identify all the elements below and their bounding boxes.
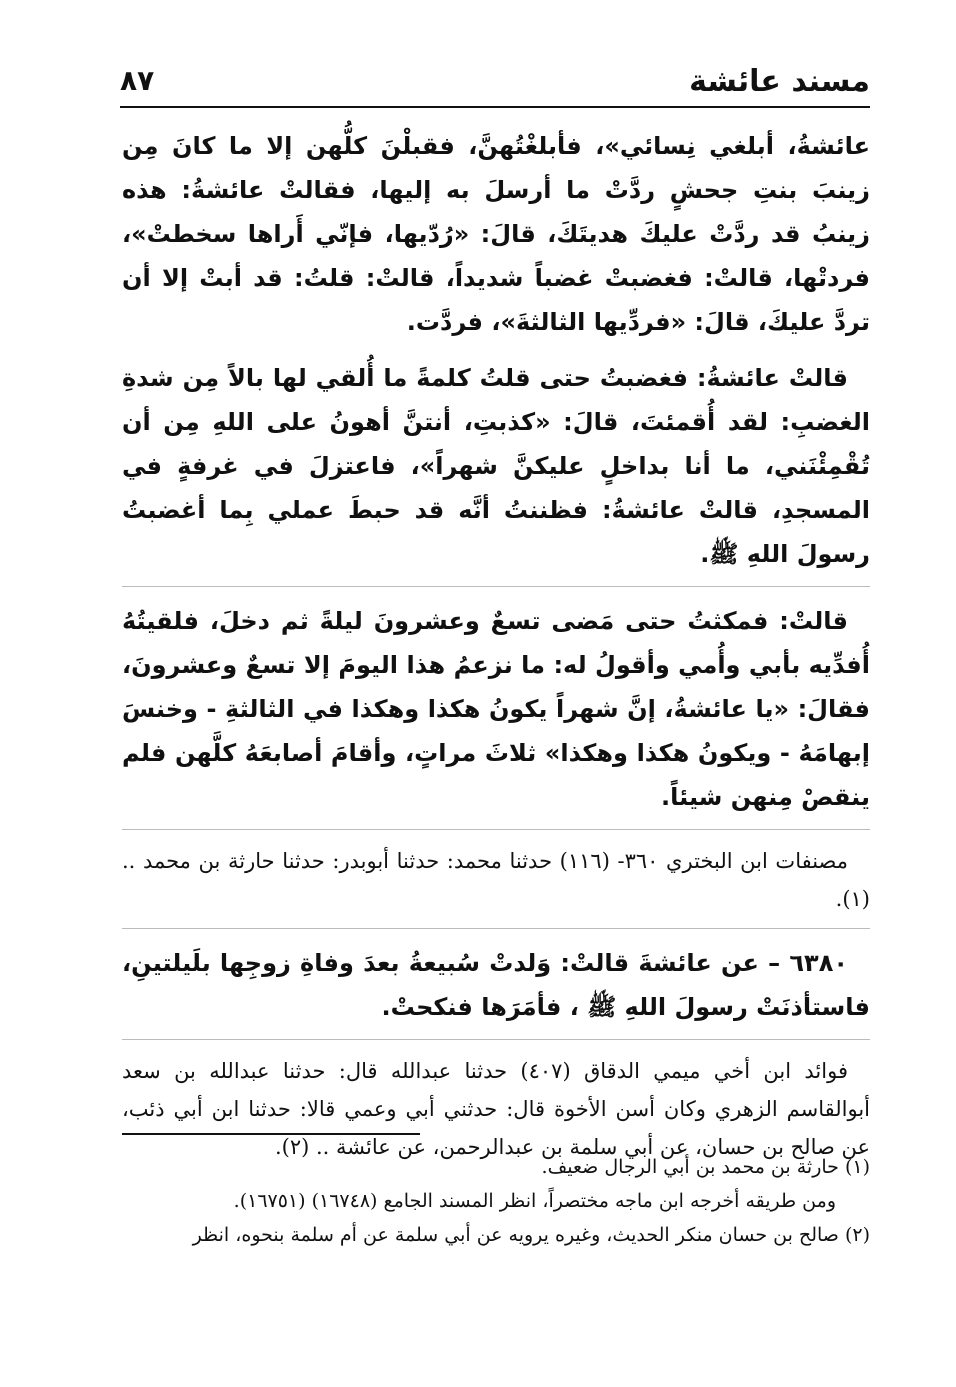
- paragraph-divider: [122, 1039, 870, 1040]
- footnote-rule: [122, 1133, 420, 1135]
- source-citation: مصنفات ابن البختري ٣٦٠- (١١٦) حدثنا محمد: حدثنا أبوبدر: حدثنا حارثة بن محمد .. (١).: [122, 849, 870, 911]
- paragraph-divider: [122, 586, 870, 587]
- footnotes: [122, 1150, 870, 1252]
- hadith-paragraph: قالتْ عائشةُ: فغضبتُ حتى قلتُ كلمةً ما أُلقي لها بالاً مِن شدةِ الغضبِ: لقد أُقمئتَ، قالَ: «كذبتِ، أنتنَّ أهونُ على اللهِ مِن أن تُقْمِئْنَني، ما أنا بداخلٍ عليكنَّ شهراً»، فاعتزلَ في غرفةٍ في المسجدِ، قالتْ عائشةُ: فظننتُ أنَّه قد حبطَ عملي بِما أغضبتُ رسولَ اللهِ ﷺ.: [122, 364, 870, 568]
- page-number: ٨٧: [120, 64, 155, 97]
- running-title: مسند عائشة: [689, 64, 870, 99]
- footnote: (١) حارثة بن محمد بن أبي الرجال ضعيف.: [541, 1156, 870, 1178]
- source-citation: فوائد ابن أخي ميمي الدقاق (٤٠٧) حدثنا عبدالله قال: حدثنا عبدالله بن سعد أبوالقاسم الزهري وكان أسن الأخوة قال: حدثني أبي وعمي قالا: حدثنا ابن أبي ذئب، عن صالح بن حسان، عن أبي سلمة بن عبدالرحمن، عن عائشة .. (٢).: [122, 1059, 870, 1159]
- page-header: [120, 62, 870, 108]
- paragraph-gap: [122, 344, 870, 356]
- footnote-continuation: ومن طريقه أخرجه ابن ماجه مختصراً، انظر المسند الجامع (١٦٧٤٨) (١٦٧٥١).: [233, 1190, 836, 1212]
- hadith-6380: ٦٣٨٠ – عن عائشةَ قالتْ: وَلدتْ سُبيعةُ بعدَ وفاةِ زوجِها بلَيلتينِ، فاستأذنَتْ رسولَ اللهِ ﷺ ، فأمَرَها فنكحتْ.: [122, 949, 870, 1021]
- hadith-paragraph: عائشةُ، أبلغي نِسائي»، فأبلغْتُهنَّ، فقبلْنَ كلُّهن إلا ما كانَ مِن زينبَ بنتِ جحشٍ ردَّتْ ما أرسلَ به إليها، فقالتْ عائشةُ: هذه زينبُ قد ردَّتْ عليكَ هديتَكَ، قالَ: «رُدّيها، فإنّي أَراها سخطتْ»، فردتْها، قالتْ: فغضبتْ غضباً شديداً، قالتْ: قلتُ: قد أبتْ إلا أن تردَّ عليكَ، قالَ: «فردِّيها الثالثةَ»، فردَّت.: [122, 132, 870, 336]
- footnote: (٢) صالح بن حسان منكر الحديث، وغيره يرويه عن أبي سلمة عن أم سلمة بنحوه، انظر: [192, 1224, 870, 1246]
- main-text: [122, 124, 870, 1166]
- paragraph-divider: [122, 928, 870, 929]
- hadith-paragraph: قالتْ: فمكثتُ حتى مَضى تسعٌ وعشرونَ ليلةً ثم دخلَ، فلقيتُهُ أُفدِّيه بأبي وأُمي وأقولُ له: ما نزعمُ هذا اليومَ إلا تسعٌ وعشرونَ، فقالَ: «يا عائشةُ، إنَّ شهراً يكونُ هكذا وهكذا في الثالثةِ - وخنسَ إبهامَهُ - ويكونُ هكذا وهكذا» ثلاثَ مراتٍ، وأقامَ أصابعَهُ كلَّهن فلم ينقصْ مِنهن شيئاً.: [122, 607, 870, 811]
- paragraph-divider: [122, 829, 870, 830]
